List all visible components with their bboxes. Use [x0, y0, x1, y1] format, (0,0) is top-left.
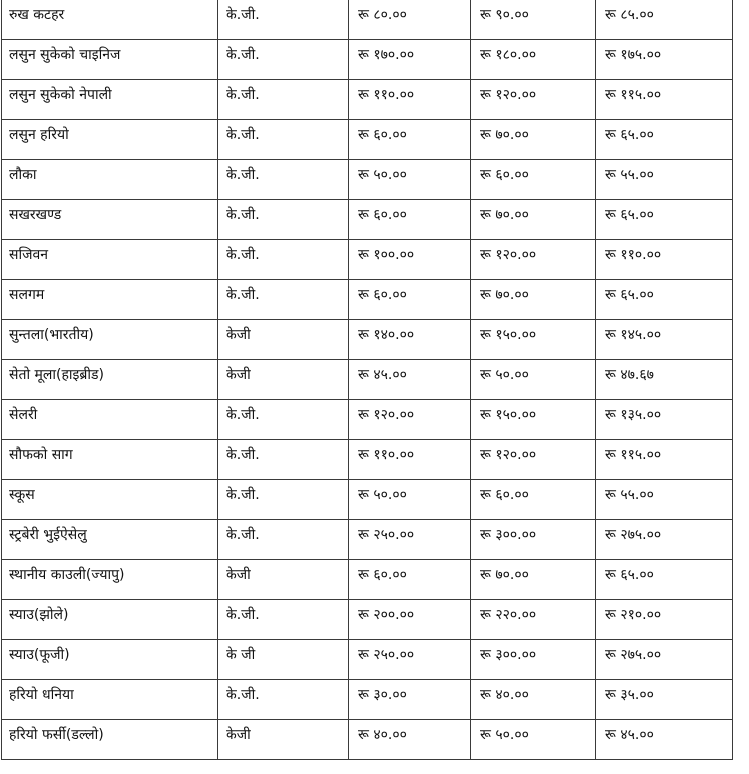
- avg-price-cell: [596, 680, 733, 720]
- item-name-cell: [2, 600, 218, 640]
- unit-cell: [218, 160, 349, 200]
- table-row: [2, 720, 733, 760]
- unit-cell: [218, 80, 349, 120]
- max-price-cell: [471, 200, 596, 240]
- max-price-cell: [471, 720, 596, 760]
- min-price-cell: [349, 600, 471, 640]
- unit-cell: [218, 600, 349, 640]
- max-price-cell: [471, 560, 596, 600]
- unit: के.जी.: [226, 527, 260, 543]
- item-name-cell: [2, 240, 218, 280]
- max-price: रू ६०.००: [480, 487, 529, 503]
- max-price-cell: [471, 400, 596, 440]
- max-price: रू १२०.००: [480, 87, 537, 103]
- unit-cell: [218, 440, 349, 480]
- min-price: रू ६०.००: [358, 567, 407, 583]
- avg-price: रू २१०.००: [605, 607, 662, 623]
- item-name: स्ट्रबेरी भुईऐसेलु: [9, 527, 87, 543]
- max-price-cell: [471, 40, 596, 80]
- unit: केजी: [226, 367, 251, 383]
- avg-price: रू ४७.६७: [605, 367, 654, 383]
- item-name: स्थानीय काउली(ज्यापु): [9, 567, 125, 583]
- max-price-cell: [471, 480, 596, 520]
- min-price-cell: [349, 360, 471, 400]
- max-price-cell: [471, 80, 596, 120]
- unit: के.जी.: [226, 607, 260, 623]
- max-price-cell: [471, 680, 596, 720]
- avg-price-cell: [596, 480, 733, 520]
- avg-price-cell: [596, 720, 733, 760]
- unit: के.जी.: [226, 247, 260, 263]
- min-price: रू ११०.००: [358, 447, 415, 463]
- min-price: रू ८०.००: [358, 7, 407, 23]
- min-price-cell: [349, 440, 471, 480]
- table-row: [2, 640, 733, 680]
- unit: के.जी.: [226, 407, 260, 423]
- unit-cell: [218, 640, 349, 680]
- table-row: [2, 120, 733, 160]
- avg-price-cell: [596, 360, 733, 400]
- min-price-cell: [349, 280, 471, 320]
- price-table-body: [2, 0, 733, 760]
- item-name: स्याउ(फूजी): [9, 647, 70, 663]
- item-name-cell: [2, 200, 218, 240]
- avg-price: रू ६५.००: [605, 287, 654, 303]
- min-price-cell: [349, 0, 471, 40]
- unit: के जी: [226, 647, 256, 663]
- unit-cell: [218, 480, 349, 520]
- item-name: हरियो धनिया: [9, 687, 74, 703]
- unit: के.जी.: [226, 207, 260, 223]
- item-name: सलगम: [9, 287, 45, 303]
- max-price: रू १५०.००: [480, 327, 537, 343]
- avg-price: रू ६५.००: [605, 127, 654, 143]
- max-price: रू १२०.००: [480, 247, 537, 263]
- avg-price-cell: [596, 320, 733, 360]
- table-row: [2, 280, 733, 320]
- table-row: [2, 600, 733, 640]
- unit-cell: [218, 280, 349, 320]
- table-row: [2, 360, 733, 400]
- max-price-cell: [471, 360, 596, 400]
- avg-price: रू ८५.००: [605, 7, 654, 23]
- min-price: रू २५०.००: [358, 647, 415, 663]
- item-name-cell: [2, 440, 218, 480]
- max-price: रू २२०.००: [480, 607, 537, 623]
- item-name-cell: [2, 720, 218, 760]
- table-row: [2, 40, 733, 80]
- item-name-cell: [2, 680, 218, 720]
- unit: के.जी.: [226, 687, 260, 703]
- table-row: [2, 0, 733, 40]
- unit: के.जी.: [226, 87, 260, 103]
- min-price: रू ६०.००: [358, 207, 407, 223]
- avg-price-cell: [596, 560, 733, 600]
- table-row: [2, 160, 733, 200]
- item-name-cell: [2, 520, 218, 560]
- unit-cell: [218, 680, 349, 720]
- item-name-cell: [2, 640, 218, 680]
- item-name: लसुन सुकेको चाइनिज: [9, 47, 121, 63]
- min-price-cell: [349, 520, 471, 560]
- avg-price: रू ११५.००: [605, 447, 662, 463]
- item-name-cell: [2, 160, 218, 200]
- min-price-cell: [349, 680, 471, 720]
- unit-cell: [218, 400, 349, 440]
- unit-cell: [218, 0, 349, 40]
- min-price: रू १००.००: [358, 247, 415, 263]
- unit-cell: [218, 200, 349, 240]
- table-row: [2, 520, 733, 560]
- table-row: [2, 680, 733, 720]
- item-name: रुख कटहर: [9, 7, 65, 23]
- min-price-cell: [349, 200, 471, 240]
- max-price: रू ७०.००: [480, 567, 529, 583]
- item-name: सेतो मूला(हाइब्रीड): [9, 367, 104, 383]
- min-price: रू २००.००: [358, 607, 415, 623]
- min-price: रू ५०.००: [358, 167, 407, 183]
- item-name-cell: [2, 400, 218, 440]
- min-price: रू ४५.००: [358, 367, 407, 383]
- item-name: लसुन हरियो: [9, 127, 69, 143]
- unit-cell: [218, 520, 349, 560]
- table-row: [2, 320, 733, 360]
- unit: के.जी.: [226, 447, 260, 463]
- max-price: रू ७०.००: [480, 207, 529, 223]
- item-name-cell: [2, 80, 218, 120]
- min-price-cell: [349, 240, 471, 280]
- unit-cell: [218, 120, 349, 160]
- item-name-cell: [2, 0, 218, 40]
- max-price-cell: [471, 520, 596, 560]
- avg-price-cell: [596, 40, 733, 80]
- unit-cell: [218, 240, 349, 280]
- max-price-cell: [471, 640, 596, 680]
- table-row: [2, 480, 733, 520]
- unit-cell: [218, 320, 349, 360]
- max-price-cell: [471, 160, 596, 200]
- item-name-cell: [2, 560, 218, 600]
- item-name: स्कूस: [9, 487, 35, 503]
- unit-cell: [218, 560, 349, 600]
- item-name-cell: [2, 120, 218, 160]
- avg-price: रू २७५.००: [605, 647, 662, 663]
- min-price: रू २५०.००: [358, 527, 415, 543]
- avg-price-cell: [596, 120, 733, 160]
- avg-price-cell: [596, 280, 733, 320]
- unit: के.जी.: [226, 127, 260, 143]
- item-name: लसुन सुकेको नेपाली: [9, 87, 112, 103]
- min-price: रू ५०.००: [358, 487, 407, 503]
- table-row: [2, 200, 733, 240]
- max-price: रू ५०.००: [480, 727, 529, 743]
- max-price: रू ३००.००: [480, 527, 537, 543]
- unit: के.जी.: [226, 47, 260, 63]
- max-price: रू ६०.००: [480, 167, 529, 183]
- item-name-cell: [2, 360, 218, 400]
- min-price-cell: [349, 320, 471, 360]
- avg-price-cell: [596, 400, 733, 440]
- min-price: रू ६०.००: [358, 127, 407, 143]
- min-price: रू ११०.००: [358, 87, 415, 103]
- max-price: रू ९०.००: [480, 7, 529, 23]
- max-price-cell: [471, 600, 596, 640]
- price-table: [1, 0, 733, 760]
- unit: के.जी.: [226, 287, 260, 303]
- unit-cell: [218, 720, 349, 760]
- min-price: रू ३०.००: [358, 687, 407, 703]
- min-price: रू १२०.००: [358, 407, 415, 423]
- min-price-cell: [349, 480, 471, 520]
- max-price-cell: [471, 440, 596, 480]
- max-price-cell: [471, 0, 596, 40]
- min-price-cell: [349, 40, 471, 80]
- unit: के.जी.: [226, 167, 260, 183]
- max-price: रू ३००.००: [480, 647, 537, 663]
- item-name: सखरखण्ड: [9, 207, 62, 223]
- min-price: रू १७०.००: [358, 47, 415, 63]
- avg-price-cell: [596, 600, 733, 640]
- max-price-cell: [471, 240, 596, 280]
- min-price: रू ४०.००: [358, 727, 407, 743]
- item-name: सौफको साग: [9, 447, 73, 463]
- avg-price-cell: [596, 240, 733, 280]
- unit: के.जी.: [226, 7, 260, 23]
- min-price-cell: [349, 560, 471, 600]
- avg-price-cell: [596, 520, 733, 560]
- max-price-cell: [471, 320, 596, 360]
- max-price: रू ७०.००: [480, 287, 529, 303]
- unit: केजी: [226, 567, 251, 583]
- item-name: सजिवन: [9, 247, 49, 263]
- max-price: रू ४०.००: [480, 687, 529, 703]
- max-price: रू १५०.००: [480, 407, 537, 423]
- avg-price: रू ६५.००: [605, 567, 654, 583]
- avg-price: रू ६५.००: [605, 207, 654, 223]
- avg-price-cell: [596, 80, 733, 120]
- table-row: [2, 240, 733, 280]
- min-price: रू १४०.००: [358, 327, 415, 343]
- max-price: रू ५०.००: [480, 367, 529, 383]
- table-row: [2, 80, 733, 120]
- max-price-cell: [471, 120, 596, 160]
- avg-price: रू १७५.००: [605, 47, 662, 63]
- item-name: सेलरी: [9, 407, 38, 423]
- unit-cell: [218, 40, 349, 80]
- max-price-cell: [471, 280, 596, 320]
- item-name-cell: [2, 280, 218, 320]
- min-price-cell: [349, 640, 471, 680]
- item-name-cell: [2, 320, 218, 360]
- max-price: रू १२०.००: [480, 447, 537, 463]
- item-name-cell: [2, 40, 218, 80]
- min-price-cell: [349, 120, 471, 160]
- min-price-cell: [349, 80, 471, 120]
- avg-price-cell: [596, 0, 733, 40]
- avg-price: रू ३५.००: [605, 687, 654, 703]
- avg-price: रू ४५.००: [605, 727, 654, 743]
- item-name: लौका: [9, 167, 37, 183]
- min-price-cell: [349, 160, 471, 200]
- unit: केजी: [226, 327, 251, 343]
- min-price: रू ६०.००: [358, 287, 407, 303]
- avg-price: रू ५५.००: [605, 167, 654, 183]
- item-name: हरियो फर्सी(डल्लो): [9, 727, 104, 743]
- unit: के.जी.: [226, 487, 260, 503]
- table-row: [2, 440, 733, 480]
- min-price-cell: [349, 720, 471, 760]
- max-price: रू १८०.००: [480, 47, 537, 63]
- avg-price-cell: [596, 640, 733, 680]
- item-name-cell: [2, 480, 218, 520]
- avg-price: रू ११०.००: [605, 247, 662, 263]
- table-row: [2, 560, 733, 600]
- item-name: स्याउ(झोले): [9, 607, 69, 623]
- max-price: रू ७०.००: [480, 127, 529, 143]
- avg-price-cell: [596, 200, 733, 240]
- avg-price-cell: [596, 160, 733, 200]
- unit: केजी: [226, 727, 251, 743]
- min-price-cell: [349, 400, 471, 440]
- avg-price: रू ११५.००: [605, 87, 662, 103]
- unit-cell: [218, 360, 349, 400]
- avg-price: रू ५५.००: [605, 487, 654, 503]
- avg-price: रू १४५.००: [605, 327, 662, 343]
- avg-price: रू २७५.००: [605, 527, 662, 543]
- avg-price-cell: [596, 440, 733, 480]
- table-row: [2, 400, 733, 440]
- avg-price: रू १३५.००: [605, 407, 662, 423]
- item-name: सुन्तला(भारतीय): [9, 327, 94, 343]
